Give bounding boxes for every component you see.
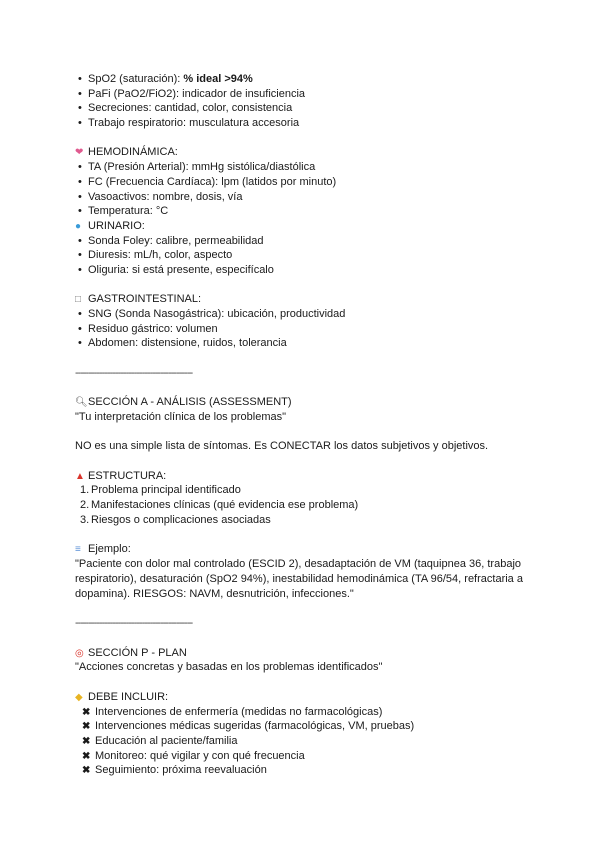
target-icon: ◎ bbox=[75, 647, 84, 659]
list-item: • Abdomen: distensione, ruidos, tolerancia bbox=[78, 337, 287, 350]
cross-icon: ✖ bbox=[82, 735, 91, 747]
bullet: • bbox=[78, 102, 82, 115]
section-p-subtitle: "Acciones concretas y basadas en los problemas identificados" bbox=[75, 661, 383, 674]
siren-icon: ▲ bbox=[75, 470, 85, 482]
list-item: • Sonda Foley: calibre, permeabilidad bbox=[78, 234, 264, 247]
bullet: • bbox=[78, 117, 82, 130]
list-item: • Trabajo respiratorio: musculatura accesoria bbox=[78, 117, 300, 130]
numbered-item: 3. Riesgos o complicaciones asociadas bbox=[80, 513, 271, 526]
document-icon: ≡ bbox=[75, 544, 81, 555]
cross-icon: ✖ bbox=[82, 706, 91, 718]
numbered-item: 1. Problema principal identificado bbox=[80, 484, 241, 497]
cross-icon: ✖ bbox=[82, 750, 91, 762]
list-item: • TA (Presión Arterial): mmHg sistólica/diastólica bbox=[78, 161, 316, 174]
list-item: • Residuo gástrico: volumen bbox=[78, 322, 218, 335]
droplet-icon: ● bbox=[75, 220, 82, 232]
box-icon: □ bbox=[75, 294, 82, 306]
example-text: "Paciente con dolor mal controlado (ESCID 2), desadaptación de VM (taquipnea 36, trabajo respiratorio), desaturación (SpO2 94%), inestabilidad hemodinámica (TA 96/54, refractaria a dopamina). RIESGOS: NAVM, desnutrición, infecciones." bbox=[75, 557, 523, 600]
separator-line: -------------------------------------------- bbox=[75, 617, 193, 630]
separator-line: -------------------------------------------- bbox=[75, 366, 193, 379]
heart-icon: ❤ bbox=[75, 147, 84, 159]
numbered-item: 2. Manifestaciones clínicas (qué evidencia ese problema) bbox=[80, 498, 359, 511]
document-page bbox=[75, 72, 545, 778]
list-item: • SNG (Sonda Nasogástrica): ubicación, productividad bbox=[78, 308, 346, 320]
section-a-subtitle: "Tu interpretación clínica de los problemas" bbox=[75, 410, 287, 423]
bullet: • bbox=[78, 73, 82, 85]
structure-heading: ▲ ESTRUCTURA: bbox=[75, 469, 545, 484]
include-heading: ◆ DEBE INCLUIR: bbox=[75, 690, 545, 705]
cross-icon: ✖ bbox=[82, 721, 91, 733]
checklist-item: ✖ Seguimiento: próxima reevaluación bbox=[75, 763, 545, 778]
checklist-item: ✖ Monitoreo: qué vigilar y con qué frecuencia bbox=[75, 749, 545, 764]
lightbulb-icon: ◆ bbox=[75, 691, 83, 703]
section-p-heading: ◎ SECCIÓN P - PLAN bbox=[75, 646, 545, 661]
hemodynamics-heading: ❤ HEMODINÁMICA: bbox=[75, 145, 545, 160]
list-item: • Temperatura: °C bbox=[78, 205, 169, 218]
magnifier-icon: 🔍︎ bbox=[75, 397, 88, 409]
list-item: • SpO2 (saturación): % ideal >94% bbox=[78, 73, 253, 85]
list-item: • Oliguria: si está presente, especifícalo bbox=[78, 263, 274, 276]
gastrointestinal-heading: □ GASTROINTESTINAL: bbox=[75, 292, 545, 307]
cross-icon: ✖ bbox=[82, 765, 91, 777]
checklist-item: ✖ Intervenciones médicas sugeridas (farmacológicas, VM, pruebas) bbox=[75, 719, 545, 734]
example-heading: ≡ Ejemplo: bbox=[75, 542, 545, 557]
list-item: • Diuresis: mL/h, color, aspecto bbox=[78, 249, 233, 262]
list-item: • FC (Frecuencia Cardíaca): lpm (latidos por minuto) bbox=[78, 175, 337, 188]
checklist-item: ✖ Intervenciones de enfermería (medidas no farmacológicas) bbox=[75, 705, 545, 720]
list-item: • Vasoactivos: nombre, dosis, vía bbox=[78, 190, 243, 203]
checklist-item: ✖ Educación al paciente/familia bbox=[75, 734, 545, 749]
section-a-note: NO es una simple lista de síntomas. Es CONECTAR los datos subjetivos y objetivos. bbox=[75, 440, 489, 453]
respiratory-list bbox=[75, 72, 545, 131]
list-item: • Secreciones: cantidad, color, consistencia bbox=[78, 102, 293, 115]
urinary-heading: ● URINARIO: bbox=[75, 219, 545, 234]
bullet: • bbox=[78, 87, 82, 100]
list-item: • PaFi (PaO2/FiO2): indicador de insuficiencia bbox=[78, 87, 306, 100]
section-a-heading: 🔍︎SECCIÓN A - ANÁLISIS (ASSESSMENT) bbox=[75, 395, 545, 410]
